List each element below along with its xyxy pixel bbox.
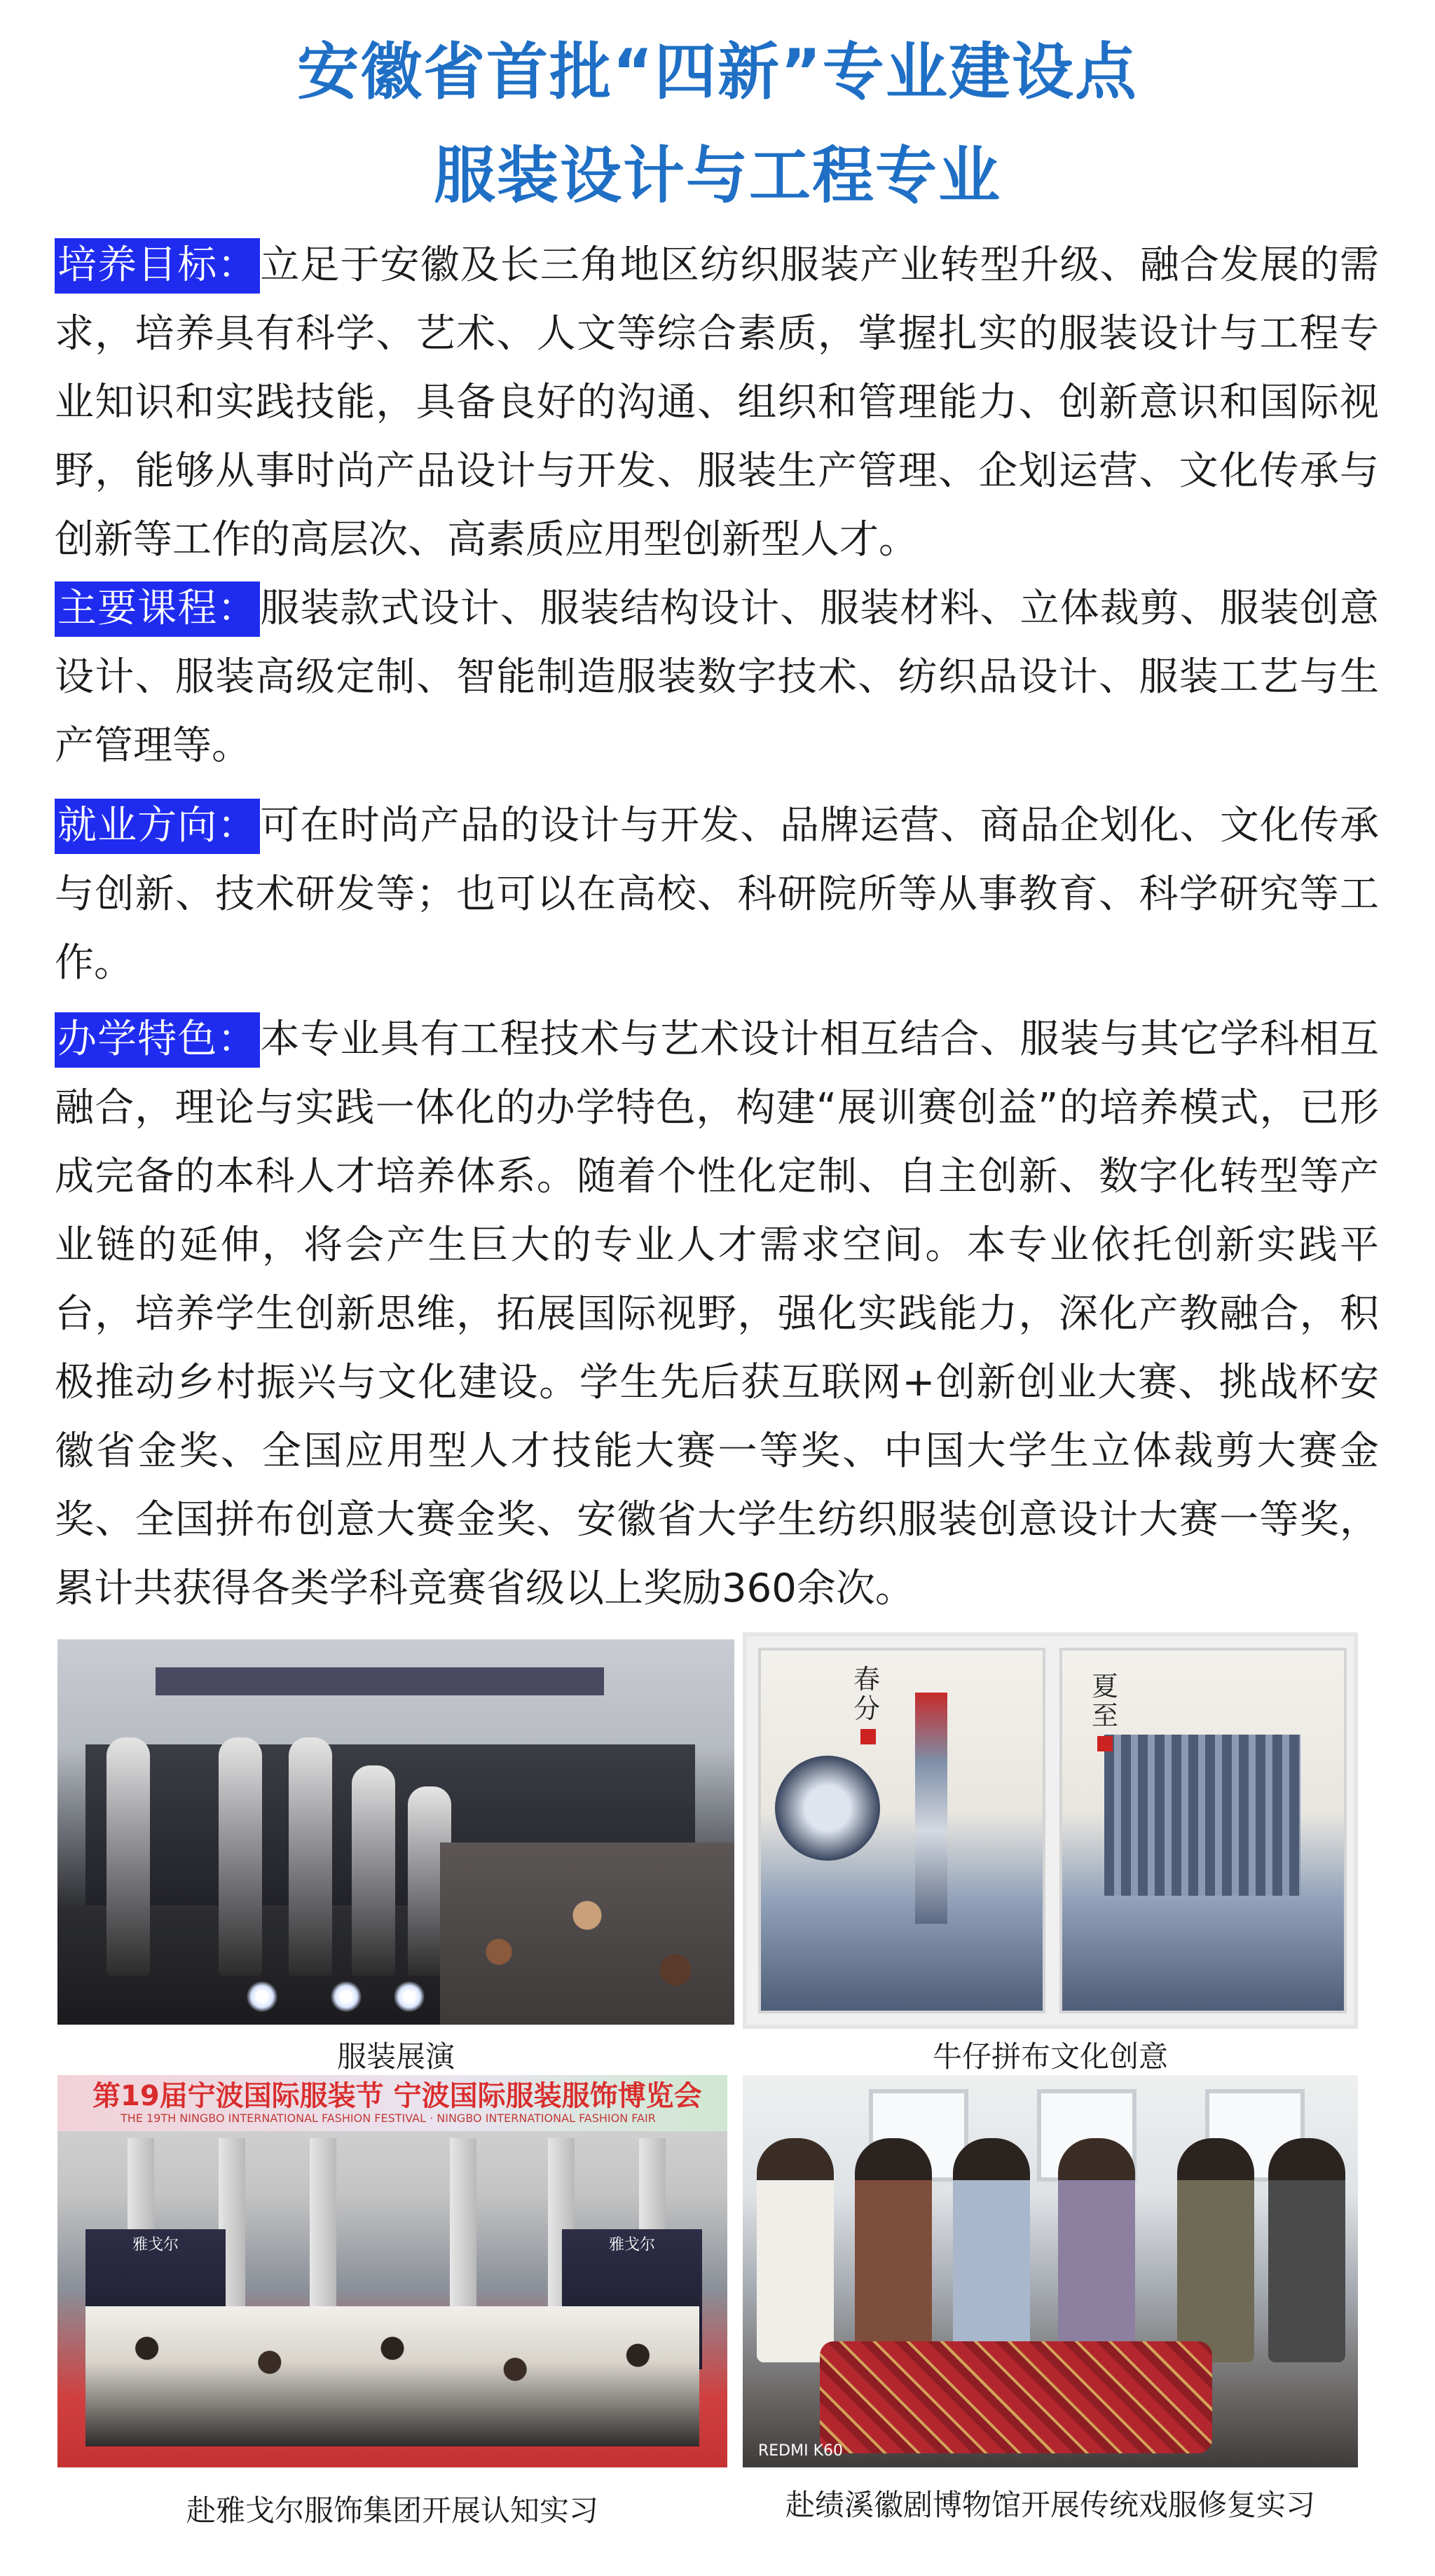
runway-model — [219, 1737, 262, 1976]
person — [1177, 2138, 1254, 2362]
seal-stamp — [860, 1729, 876, 1744]
stage-light — [247, 1981, 277, 2012]
artwork-title: 春分 — [853, 1664, 880, 1724]
person — [757, 2138, 834, 2362]
photo-caption: 服装展演 — [336, 2039, 455, 2074]
artwork-spring-equinox — [758, 1648, 1045, 2013]
brand-board-text: 雅戈尔 — [608, 2236, 655, 2254]
section-training-goal — [55, 231, 1379, 574]
camera-watermark: REDMI K60 — [758, 2442, 844, 2460]
fashion-festival-photo — [57, 2075, 727, 2467]
section-text: 立足于安徽及长三角地区纺织服装产业转型升级、融合发展的需求，培养具有科学、艺术、人文等综合素质，掌握扎实的服装设计与工程专业知识和实践技能，具备良好的沟通、组织和管理能力、创新意识和国际视野，能够从事时尚产品设计与开发、服装生产管理、企划运营、文化传承与创新等工作的高层次、高素质应用型创新型人才。 — [55, 242, 1379, 563]
person — [1268, 2138, 1345, 2362]
page-title: 安徽省首批“四新”专业建设点 — [297, 36, 1138, 108]
artwork-summer-solstice — [1059, 1648, 1347, 2013]
denim-patchwork-photo — [743, 1632, 1358, 2029]
building-column — [310, 2138, 336, 2306]
section-label: 主要课程： — [55, 581, 260, 637]
photo-caption: 牛仔拼布文化创意 — [932, 2039, 1168, 2074]
festival-banner-subtitle: THE 19TH NINGBO INTERNATIONAL FASHION FESTIVAL · NINGBO INTERNATIONAL FASHION FAIR — [121, 2112, 656, 2125]
section-text: 服装款式设计、服装结构设计、服装材料、立体裁剪、服装创意设计、服装高级定制、智能制造服装数字技术、纺织品设计、服装工艺与生产管理等。 — [55, 586, 1379, 769]
festival-banner — [57, 2075, 727, 2131]
audience — [440, 1843, 734, 2025]
person — [855, 2138, 932, 2362]
clock-tower-shape — [915, 1693, 947, 1924]
section-main-courses — [55, 574, 1379, 780]
stage-banner — [156, 1667, 604, 1695]
museum-restoration-photo — [743, 2075, 1358, 2467]
stage-light — [331, 1981, 362, 2012]
section-label: 办学特色： — [55, 1012, 260, 1068]
brand-board-text: 雅戈尔 — [132, 2236, 179, 2254]
section-text: 可在时尚产品的设计与开发、品牌运营、商品企划化、文化传承与创新、技术研发等；也可以在高校、科研院所等从事教育、科学研究等工作。 — [55, 803, 1379, 986]
person — [953, 2138, 1030, 2362]
section-label: 培养目标： — [55, 238, 260, 294]
opera-costume — [820, 2341, 1212, 2453]
tree-shape — [775, 1756, 880, 1861]
page-subtitle: 服装设计与工程专业 — [433, 139, 1001, 212]
seal-stamp — [1097, 1736, 1113, 1751]
fashion-show-photo — [57, 1639, 734, 2025]
runway-model — [107, 1737, 150, 1976]
photo-caption: 赴雅戈尔服饰集团开展认知实习 — [186, 2493, 598, 2528]
section-features — [55, 1005, 1379, 1623]
building-shape — [1104, 1735, 1300, 1896]
student-group — [85, 2306, 699, 2446]
festival-banner-title: 第19届宁波国际服装节 宁波国际服装服饰博览会 — [92, 2080, 702, 2112]
artwork-title: 夏至 — [1091, 1671, 1118, 1731]
runway-model — [352, 1765, 395, 1976]
runway-model — [289, 1737, 332, 1976]
section-career-direction — [55, 792, 1379, 998]
person — [1058, 2138, 1135, 2362]
building-column — [450, 2138, 476, 2306]
section-text: 本专业具有工程技术与艺术设计相互结合、服装与其它学科相互融合，理论与实践一体化的办学特色，构建“展训赛创益”的培养模式，已形成完备的本科人才培养体系。随着个性化定制、自主创新、数字化转型等产业链的延伸，将会产生巨大的专业人才需求空间。本专业依托创新实践平台，培养学生创新思维，拓展国际视野，强化实践能力，深化产教融合，积极推动乡村振兴与文化建设。学生先后获互联网+创新创业大赛、挑战杯安徽省金奖、全国应用型人才技能大赛一等奖、中国大学生立体裁剪大赛金奖、全国拼布创意大赛金奖、安徽省大学生纺织服装创意设计大赛一等奖，累计共获得各类学科竞赛省级以上奖励360余次。 — [55, 1017, 1379, 1611]
photo-caption: 赴绩溪徽剧博物馆开展传统戏服修复实习 — [785, 2488, 1315, 2522]
stage-light — [394, 1981, 425, 2012]
section-label: 就业方向： — [55, 799, 260, 854]
